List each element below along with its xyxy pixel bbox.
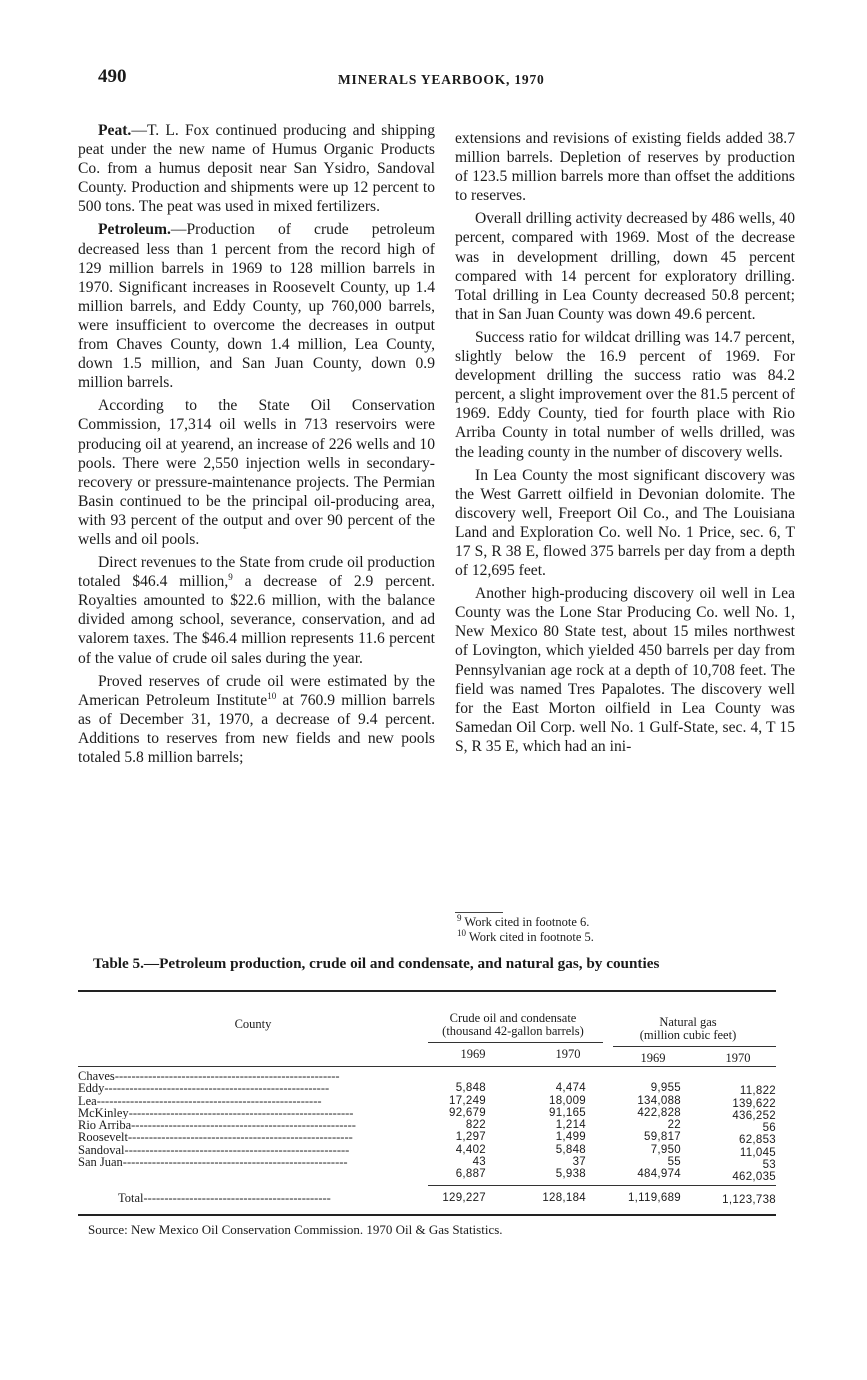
natural-gas-header bbox=[613, 1016, 763, 1042]
oil-1970: 18,009 bbox=[549, 1094, 586, 1107]
county-name: Sandoval------------------------------------------------------ bbox=[78, 1143, 350, 1157]
paragraph-reserves bbox=[78, 672, 435, 767]
table-bottom-rule bbox=[78, 1214, 776, 1216]
footnote-9 bbox=[455, 912, 795, 930]
paragraph-another-discovery: Another high-producing discovery oil well in Lea County was the Lone Star Producing Co. well No. 1, New Mexico 80 State test, about 15 miles northwest of Lovington, which yielded 450 barrels per day from Pennsylvanian age rock at a depth of 10,708 feet. The field was named Tres Papalotes. The discovery well for the East Morton oilfield in Lea County was Samedan Oil Corp. well No. 1 Gulf-State, sec. 4, T 15 S, R 35 E, which had an ini- bbox=[455, 585, 795, 755]
county-name: Eddy------------------------------------------------------ bbox=[78, 1082, 330, 1095]
gas-1970: 53 bbox=[762, 1159, 776, 1172]
natural-gas-header-line1: Natural gas bbox=[659, 1015, 717, 1029]
county-name: McKinley------------------------------------------------------ bbox=[78, 1106, 354, 1120]
paragraph-peat bbox=[78, 121, 435, 216]
gas-1969: 422,828 bbox=[637, 1106, 681, 1119]
paragraph-text: a decrease of 2.9 percent. Royalties amounted to $22.6 million, with the balance divided among school, severance, conservation, and ad valorem taxes. The $46.4 million represents 11.6 percent of the value of crude oil sales during the year. bbox=[78, 573, 435, 667]
paragraph-text: —Production of crude petroleum decreased less than 1 percent from the record high of 129 million barrels in 1969 to 128 million barrels in 1970. Significant increases in Roosevelt County, up 1.4 million barrels, and Eddy County, up 760,000 barrels, were insufficient to overcome the decreases in output from Chaves County, down 1.4 million, Lea County, down 1.5 million, and San Juan County, down 0.9 million barrels. bbox=[78, 221, 435, 392]
gas-1970: 56 bbox=[762, 1122, 776, 1135]
total-row bbox=[78, 1190, 776, 1206]
county-header: County bbox=[234, 1017, 272, 1031]
paragraph-petroleum bbox=[78, 220, 435, 392]
table-row bbox=[78, 1131, 776, 1147]
total-label: Total--------------------------------------------- bbox=[118, 1191, 331, 1205]
gas-1970: 11,045 bbox=[739, 1146, 776, 1159]
gas-1969: 484,974 bbox=[637, 1168, 681, 1181]
footnote-ref: 9 bbox=[228, 571, 233, 582]
oil-1970: 1,214 bbox=[555, 1119, 586, 1132]
footnote-text: Work cited in footnote 6. bbox=[461, 915, 590, 929]
page-number: 490 bbox=[98, 66, 127, 87]
footnote-ref: 10 bbox=[267, 690, 277, 701]
paragraph-drilling: Overall drilling activity decreased by 486 wells, 40 percent, compared with 1969. Most of the decrease was in development drilling, down 45 percent compared with 14 percent for exploratory drilling. Total drilling in Lea County decreased 50.8 percent; that in San Juan County was down 49.6 percent. bbox=[455, 210, 795, 323]
table-body bbox=[78, 1070, 776, 1184]
table-row bbox=[78, 1143, 776, 1159]
oil-1969: 4,402 bbox=[455, 1143, 486, 1156]
year-header: 1970 bbox=[725, 1051, 751, 1065]
county-name: Roosevelt------------------------------------------------------ bbox=[78, 1131, 353, 1144]
gas-1970: 462,035 bbox=[732, 1171, 776, 1184]
paragraph-text: Direct revenues to the State from crude oil production totaled $46.4 million, bbox=[78, 554, 435, 591]
year-header: 1969 bbox=[460, 1047, 486, 1061]
paragraph-revenues bbox=[78, 553, 435, 668]
county-name: Rio Arriba------------------------------------------------------ bbox=[78, 1119, 356, 1132]
table-row bbox=[78, 1094, 776, 1110]
gas-1969: 134,088 bbox=[637, 1094, 681, 1107]
county-name: San Juan------------------------------------------------------ bbox=[78, 1156, 348, 1169]
oil-1970: 91,165 bbox=[549, 1106, 586, 1119]
footnote-rule bbox=[455, 912, 503, 913]
oil-1970: 37 bbox=[572, 1156, 586, 1169]
oil-1969: 43 bbox=[472, 1156, 486, 1169]
county-name: Lea------------------------------------------------------ bbox=[78, 1094, 322, 1107]
oil-1969: 92,679 bbox=[449, 1106, 486, 1119]
oil-1970: 5,938 bbox=[555, 1168, 586, 1181]
running-title: MINERALS YEARBOOK, 1970 bbox=[338, 72, 545, 87]
table-row bbox=[78, 1082, 776, 1098]
paragraph-continued: extensions and revisions of existing fields added 38.7 million barrels. Depletion of reserves by production of 123.5 million barrels more than offset the additions to reserves. bbox=[455, 130, 795, 205]
crude-oil-header-line1: Crude oil and condensate bbox=[449, 1011, 577, 1025]
footnotes bbox=[455, 912, 795, 945]
paragraph-text: Proved reserves of crude oil were estimated by the American Petroleum Institute bbox=[78, 672, 435, 709]
table-row bbox=[78, 1156, 776, 1172]
county-name: Chaves------------------------------------------------------ bbox=[78, 1070, 340, 1083]
oil-1969: 1,297 bbox=[455, 1131, 486, 1144]
footnote-10 bbox=[455, 927, 795, 945]
paragraph-lead: Petroleum. bbox=[98, 221, 171, 239]
paragraph-success-ratio: Success ratio for wildcat drilling was 14.7 percent, slightly below the 16.9 percent of 1969. For development drilling the success ratio was 84.2 percent, a slight improvement over the 81.5 percent of 1969. Eddy County, tied for fourth place with Rio Arriba County in total number of wells drilled, was the leading county in the number of discovery wells. bbox=[455, 328, 795, 461]
crude-oil-header-line2: (thousand 42-gallon barrels) bbox=[442, 1024, 584, 1038]
footnote-text: Work cited in footnote 5. bbox=[466, 930, 594, 944]
gas-1969: 9,955 bbox=[650, 1082, 681, 1095]
total-gas-1970: 1,123,738 bbox=[722, 1194, 776, 1206]
natural-gas-header-line2: (million cubic feet) bbox=[639, 1028, 737, 1042]
year-header: 1969 bbox=[640, 1051, 666, 1065]
gas-1970: 62,853 bbox=[739, 1134, 776, 1147]
paragraph-lea-discovery: In Lea County the most significant discovery was the West Garrett oilfield in Devonian dolomite. The discovery well, Freeport Oil Co., and The Louisiana Land and Exploration Co. well No. 1 Price, sec. 6, T 17 S, R 38 E, flowed 375 barrels per day from a depth of 12,695 feet. bbox=[455, 466, 795, 580]
page-header bbox=[98, 66, 778, 92]
paragraph-text: at 760.9 million barrels as of December 31, 1970, a decrease of 9.4 percent. Additions to reserves from new fields and new pools totaled 5.8 million barrels; bbox=[78, 691, 435, 766]
gas-1969: 7,950 bbox=[650, 1143, 681, 1156]
total-rule bbox=[428, 1185, 776, 1186]
table-row bbox=[78, 1070, 776, 1082]
right-column bbox=[455, 129, 795, 760]
paragraph-lead: Peat. bbox=[98, 122, 132, 139]
header-bottom-rule bbox=[78, 1066, 776, 1067]
oil-1970: 5,848 bbox=[555, 1143, 586, 1156]
left-column bbox=[78, 121, 435, 771]
oil-1970: 4,474 bbox=[555, 1082, 586, 1095]
crude-oil-subrule bbox=[428, 1042, 603, 1043]
oil-1969: 6,887 bbox=[455, 1168, 486, 1181]
total-gas-1969: 1,119,689 bbox=[627, 1192, 681, 1204]
oil-1969: 5,848 bbox=[455, 1082, 486, 1095]
gas-1969: 55 bbox=[667, 1156, 681, 1169]
total-oil-1969: 129,227 bbox=[442, 1192, 486, 1204]
gas-1969: 22 bbox=[667, 1119, 681, 1132]
natural-gas-subrule bbox=[613, 1046, 776, 1047]
footnote-mark: 9 bbox=[457, 912, 462, 923]
year-header: 1970 bbox=[555, 1047, 581, 1061]
oil-1969: 822 bbox=[465, 1119, 486, 1132]
total-oil-1970: 128,184 bbox=[542, 1192, 586, 1204]
paragraph-oil-wells: According to the State Oil Conservation Commission, 17,314 oil wells in 713 reservoirs were producing oil at yearend, an increase of 226 wells and 10 pools. There were 2,550 injection wells in secondary-recovery or pressure-maintenance projects. The Permian Basin continued to be the principal oil-producing area, with 93 percent of the output and over 90 percent of the wells and oil pools. bbox=[78, 397, 435, 548]
paragraph-text: —T. L. Fox continued producing and shipping peat under the new name of Humus Organic Products Co. from a humus deposit near San Ysidro, Sandoval County. Production and shipments were up 12 percent to 500 tons. The peat was used in mixed fertilizers. bbox=[78, 122, 435, 216]
table-row bbox=[78, 1168, 776, 1184]
gas-1970: 139,622 bbox=[732, 1097, 776, 1110]
gas-1970: 11,822 bbox=[739, 1085, 776, 1098]
oil-1969: 17,249 bbox=[449, 1094, 486, 1107]
crude-oil-header bbox=[423, 1012, 603, 1038]
gas-1969: 59,817 bbox=[644, 1131, 681, 1144]
table-title: Table 5.—Petroleum production, crude oil and condensate, and natural gas, by counties bbox=[93, 955, 660, 972]
footnote-mark: 10 bbox=[457, 927, 466, 938]
oil-1970: 1,499 bbox=[555, 1131, 586, 1144]
gas-1970: 436,252 bbox=[732, 1109, 776, 1122]
table-row bbox=[78, 1106, 776, 1122]
table-row bbox=[78, 1119, 776, 1135]
table-source: Source: New Mexico Oil Conservation Commission. 1970 Oil & Gas Statistics. bbox=[88, 1222, 503, 1237]
table-top-rule bbox=[78, 990, 776, 992]
